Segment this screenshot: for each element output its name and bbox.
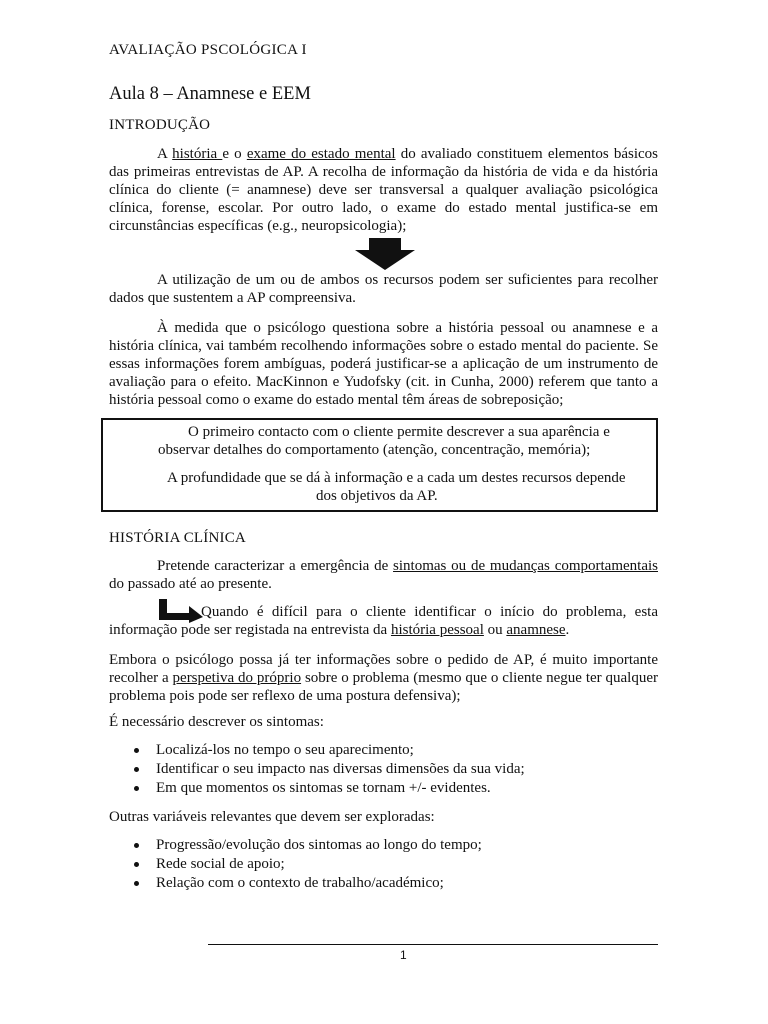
historia-term: história [172,146,223,162]
historia-paragraph-1 [109,557,658,593]
page-title: Aula 8 – Anamnese e EEM [109,84,311,104]
arrow-down-icon [355,238,415,270]
historia-paragraph-4 [109,713,658,731]
perspetiva-term: perspetiva do próprio [172,670,302,686]
historia-p2-text-a: Quando é difícil para o cliente identificar o início do problema, esta informação pode ser registada na entrevista da [109,604,658,638]
box-line-4: dos objetivos da AP. [316,488,438,504]
historia-paragraph-5 [109,808,658,826]
historia-p4-text: É necessário descrever os sintomas: [109,714,324,730]
highlight-box [101,418,658,512]
section-heading-introducao: INTRODUÇÃO [109,117,211,133]
intro-p2-text: A utilização de um ou de ambos os recursos podem ser suficientes para recolher dados que sustentem a AP compreensiva. [109,272,658,306]
historia-p1-text-b: do passado até ao presente. [109,576,272,592]
page-number: 1 [400,948,407,962]
bullet-icon [134,786,139,791]
historia-p5-text: Outras variáveis relevantes que devem ser exploradas: [109,809,435,825]
historia-pessoal-term: história pessoal [390,622,484,638]
list-item: Identificar o seu impacto nas diversas dimensões da sua vida; [109,760,525,779]
box-line-1: O primeiro contacto com o cliente permite descrever a sua aparência e [188,424,610,440]
intro-paragraph-1 [109,145,658,235]
intro-p1-text-a: A [157,146,173,162]
historia-p3-text-b: sobre o problema (mesmo que o cliente negue ter qualquer problema pois pode ser reflexo de uma postura defensiva); [109,670,658,704]
variaveis-list [109,836,482,893]
course-header: AVALIAÇÃO PSCOLÓGICA I [109,42,307,58]
box-line-3: A profundidade que se dá à informação e a cada um destes recursos depende [167,470,626,486]
intro-p3-text: À medida que o psicólogo questiona sobre a história pessoal ou anamnese e a história clínica, vai também recolhendo informações sobre o estado mental do paciente. Se essas informações forem ambíguas, poderá justificar-se a aplicação de um instrumento de avaliação para o efeito. MacKinnon e Yudofsky (cit. in Cunha, 2000) referem que tanto a história pessoal como o exame do estado mental têm áreas de sobreposição; [109,320,658,408]
sintomas-term: sintomas ou de mudanças comportamentais [393,558,658,574]
bullet-icon [134,843,139,848]
bullet-icon [134,862,139,867]
historia-p2-text-b: ou [483,622,507,638]
anamnese-term: anamnese [506,622,566,638]
exame-estado-mental-term: exame do estado mental [246,146,396,162]
historia-p2-text-c: . [565,622,570,638]
box-line-2: observar detalhes do comportamento (atenção, concentração, memória); [158,442,591,458]
list-item: Em que momentos os sintomas se tornam +/- evidentes. [109,779,525,798]
section-heading-historia-clinica: HISTÓRIA CLÍNICA [109,530,246,546]
intro-p1-text-c: do avaliado constituem elementos básicos das primeiras entrevistas de AP. A recolha de informação da história de vida e da história clínica do cliente (= anamnese) deve ser transversal a qualquer avaliação psicológica clínica, forense, escolar. Por outro lado, o exame do estado mental justifica-se em circunstâncias específicas (e.g., neuropsicologia); [109,146,658,234]
intro-p1-text-b: e o [222,146,247,162]
historia-paragraph-2 [109,603,658,639]
bullet-icon [134,767,139,772]
historia-p3-text-a: Embora o psicólogo possa já ter informações sobre o pedido de AP, é muito importante recolher a [109,652,658,686]
bullet-icon [134,881,139,886]
list-item: Localizá-los no tempo o seu aparecimento; [109,741,525,760]
bullet-icon [134,748,139,753]
footer-divider [208,944,658,945]
sintomas-list [109,741,525,798]
list-item: Relação com o contexto de trabalho/académico; [109,874,482,893]
historia-paragraph-3 [109,651,658,705]
list-item: Rede social de apoio; [109,855,482,874]
intro-paragraph-2 [109,271,658,307]
historia-p1-text-a: Pretende caracterizar a emergência de [157,558,394,574]
list-item: Progressão/evolução dos sintomas ao longo do tempo; [109,836,482,855]
intro-paragraph-3 [109,319,658,409]
